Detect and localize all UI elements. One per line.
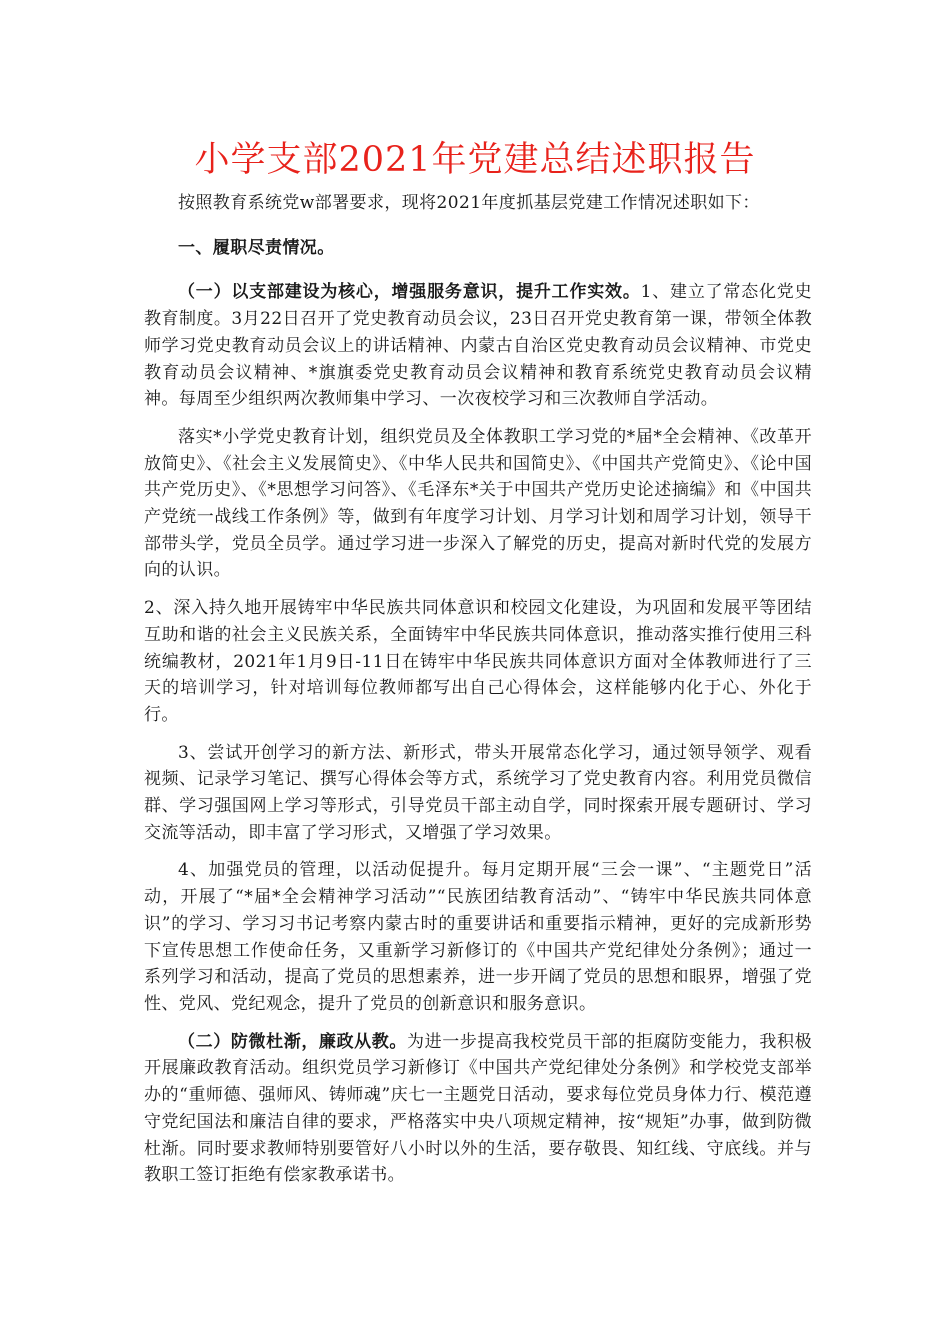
subsection-1-paragraph [144,279,812,413]
subsection-1-text: 1、建立了常态化党史教育制度。3月22日召开了党史教育动员会议，23日召开党史教育第一课，带领全体教师学习党史教育动员会议上的讲话精神、内蒙古自治区党史教育动员会议精神、市党史教育动员会议精神、*旗旗委党史教育动员会议精神和教育系统党史教育动员会议精神。每周至少组织两次教师集中学习、一次夜校学习和三次教师自学活动。 [144,282,812,410]
paragraph-item-2: 2、深入持久地开展铸牢中华民族共同体意识和校园文化建设，为巩固和发展平等团结互助和谐的社会主义民族关系，全面铸牢中华民族共同体意识，推动落实推行使用三科统编教材，2021年1月9日-11日在铸牢中华民族共同体意识方面对全体教师进行了三天的培训学习，针对培训每位教师都写出自己心得体会，这样能够内化于心、外化于行。 [144,598,812,725]
document-title: 小学支部2021年党建总结述职报告 [194,140,756,180]
paragraph-study-plan: 落实*小学党史教育计划，组织党员及全体教职工学习党的*届*全会精神、《改革开放简史》、《社会主义发展简史》、《中华人民共和国简史》、《中国共产党简史》、《论中国共产党历史》、《*思想学习问答》、《毛泽东*关于中国共产党历史论述摘编》和《中国共产党统一战线工作条例》等，做到有年度学习计划、月学习计划和周学习计划，领导干部带头学，党员全员学。通过学习进一步深入了解党的历史，提高对新时代党的发展方向的认识。 [144,426,812,581]
paragraph-item-3: 3、尝试开创学习的新方法、新形式，带头开展常态化学习，通过领导领学、观看视频、记录学习笔记、撰写心得体会等方式，系统学习了党史教育内容。利用党员微信群、学习强国网上学习等形式，引导党员干部主动自学，同时探索开展专题研讨、学习交流等活动，即丰富了学习形式，又增强了学习效果。 [144,742,812,843]
subsection-2-paragraph [144,1029,812,1189]
document-body [144,190,812,1200]
paragraph-item-4: 4、加强党员的管理，以活动促提升。每月定期开展“三会一课”、“主题党日”活动，开展了“*届*全会精神学习活动”“民族团结教育活动”、“铸牢中华民族共同体意识”的学习、学习习书记考察内蒙古时的重要讲话和重要指示精神，更好的完成新形势下宣传思想工作使命任务，又重新学习新修订的《中国共产党纪律处分条例》；通过一系列学习和活动，提高了党员的思想素养，进一步开阔了党员的思想和眼界，增强了党性、党风、党纪观念，提升了党员的创新意识和服务意识。 [144,860,812,1014]
subsection-2-text: 为进一步提高我校党员干部的拒腐防变能力，我积极开展廉政教育活动。组织党员学习新修订《中国共产党纪律处分条例》和学校党支部举办的“重师德、强师风、铸师魂”庆七一主题党日活动，要求每位党员身体力行、模范遵守党纪国法和廉洁自律的要求，严格落实中央八项规定精神，按“规矩”办事，做到防微杜渐。同时要求教师特别要管好八小时以外的生活，要存敬畏、知红线、守底线。并与教职工签订拒绝有偿家教承诺书。 [144,1031,813,1186]
subsection-2-heading: （二）防微杜渐，廉政从教。 [178,1031,408,1052]
intro-paragraph: 按照教育系统党w部署要求，现将2021年度抓基层党建工作情况述职如下： [178,193,760,213]
subsection-1-heading: （一）以支部建设为核心，增强服务意识，提升工作实效。 [178,282,641,303]
section-heading: 一、履职尽责情况。 [178,237,335,258]
